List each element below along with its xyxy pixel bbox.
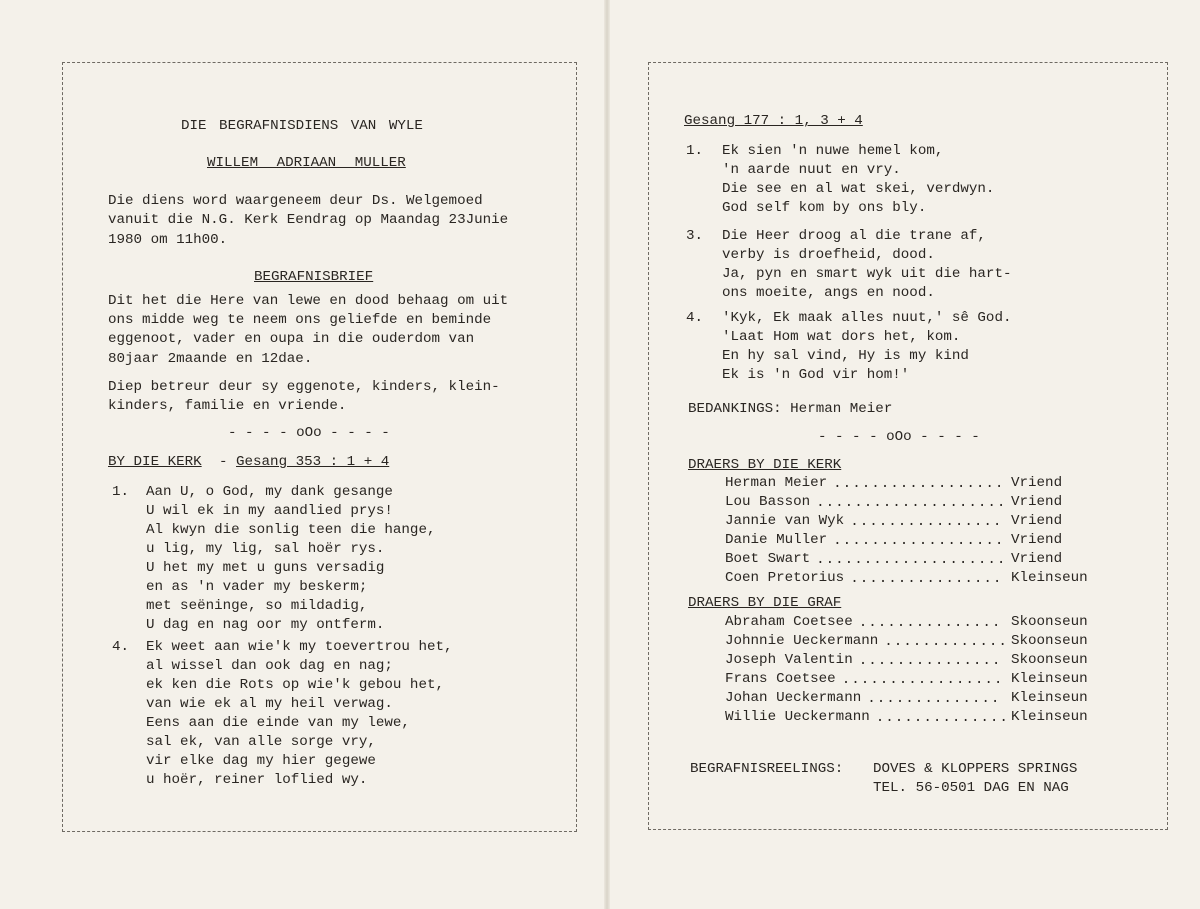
undertaker-name: DOVES & KLOPPERS SPRINGS [873, 761, 1078, 777]
bearer-role: Kleinseun [1011, 690, 1088, 706]
stanza-line: Ek sien 'n nuwe hemel kom, [722, 143, 944, 159]
leader-dots: .............. [875, 710, 1009, 726]
stanza-line: U het my met u guns versadig [146, 560, 385, 576]
thanks-line: BEDANKINGS: Herman Meier [688, 401, 893, 417]
leader-dots: .................. [833, 476, 1005, 492]
mourners-line: kinders, familie en vriende. [108, 398, 347, 414]
undertaker-phone: TEL. 56-0501 DAG EN NAG [873, 780, 1069, 796]
stanza-line: 'n aarde nuut en vry. [722, 162, 901, 178]
brief-line: Dit het die Here van lewe en dood behaag om uit [108, 293, 509, 309]
bearer-role: Kleinseun [1011, 671, 1088, 687]
intro-line: vanuit die N.G. Kerk Eendrag op Maandag 23Junie [108, 212, 509, 228]
stanza-line: ek ken die Rots op wie'k gebou het, [146, 677, 444, 693]
leader-dots: .................... [816, 495, 1007, 511]
stanza-line: En hy sal vind, Hy is my kind [722, 348, 969, 364]
bearer-role: Vriend [1011, 551, 1063, 567]
stanza-line: sal ek, van alle sorge vry, [146, 734, 376, 750]
grave-bearers-heading: DRAERS BY DIE GRAF [688, 595, 842, 611]
service-title: DIE BEGRAFNISDIENS VAN WYLE [181, 118, 423, 134]
leader-dots: .................... [816, 552, 1007, 568]
stanza-line: Die see en al wat skei, verdwyn. [722, 181, 995, 197]
leader-dots: .................. [833, 533, 1005, 549]
bearer-role: Skoonseun [1011, 614, 1088, 630]
bearer-role: Kleinseun [1011, 570, 1088, 586]
bearer-role: Skoonseun [1011, 633, 1088, 649]
leader-dots: ................. [841, 672, 1004, 688]
stanza-line: met seëninge, so mildadig, [146, 598, 368, 614]
bearer-name: Joseph Valentin [725, 652, 853, 668]
stanza-number: 3. [686, 228, 704, 244]
stanza-line: Die Heer droog al die trane af, [722, 228, 986, 244]
brief-line: ons midde weg te neem ons geliefde en beminde [108, 312, 492, 328]
bearer-name: Danie Muller [725, 532, 828, 548]
bearer-role: Vriend [1011, 494, 1063, 510]
stanza-line: Ja, pyn en smart wyk uit die hart- [722, 266, 1012, 282]
undertaker-label: BEGRAFNISREELINGS: [690, 761, 844, 777]
bearer-role: Vriend [1011, 532, 1063, 548]
stanza-number: 4. [112, 639, 130, 655]
stanza-line: U wil ek in my aandlied prys! [146, 503, 393, 519]
stanza-line: verby is droefheid, dood. [722, 247, 935, 263]
intro-line: 1980 om 11h00. [108, 232, 228, 248]
bearer-name: Abraham Coetsee [725, 614, 853, 630]
brief-line: eggenoot, vader en oupa in die ouderdom van [108, 331, 475, 347]
bearer-name: Coen Pretorius [725, 570, 845, 586]
bearer-name: Johan Ueckermann [725, 690, 862, 706]
stanza-line: al wissel dan ook dag en nag; [146, 658, 393, 674]
stanza-line: van wie ek al my heil verwag. [146, 696, 393, 712]
bearer-name: Frans Coetsee [725, 671, 836, 687]
bearer-name: Johnnie Ueckermann [725, 633, 879, 649]
bearer-name: Jannie van Wyk [725, 513, 845, 529]
stanza-line: Ek is 'n God vir hom!' [722, 367, 910, 383]
stanza-line: God self kom by ons bly. [722, 200, 927, 216]
stanza-line: Ek weet aan wie'k my toevertrou het, [146, 639, 453, 655]
brief-heading: BEGRAFNISBRIEF [254, 269, 374, 285]
stanza-line: 'Laat Hom wat dors het, kom. [722, 329, 961, 345]
stanza-line: en as 'n vader my beskerm; [146, 579, 368, 595]
stanza-line: U dag en nag oor my ontferm. [146, 617, 385, 633]
stanza-line: 'Kyk, Ek maak alles nuut,' sê God. [722, 310, 1012, 326]
page-fold [604, 0, 610, 909]
hymn-heading: Gesang 353 : 1 + 4 [236, 454, 390, 470]
intro-line: Die diens word waargeneem deur Ds. Welgemoed [108, 193, 483, 209]
bearer-name: Herman Meier [725, 475, 828, 491]
stanza-line: u hoër, reiner loflied wy. [146, 772, 368, 788]
deceased-name: WILLEM ADRIAAN MULLER [207, 155, 406, 171]
bearer-name: Boet Swart [725, 551, 811, 567]
stanza-line: u lig, my lig, sal hoër rys. [146, 541, 385, 557]
bearer-role: Skoonseun [1011, 652, 1088, 668]
stanza-line: ons moeite, angs en nood. [722, 285, 935, 301]
stanza-line: vir elke dag my hier gegewe [146, 753, 376, 769]
heading-dash: - [219, 454, 228, 470]
leader-dots: .............. [867, 691, 1001, 707]
stanza-line: Eens aan die einde van my lewe, [146, 715, 410, 731]
leader-dots: ............. [884, 634, 1008, 650]
church-bearers-heading: DRAERS BY DIE KERK [688, 457, 842, 473]
hymn-heading: Gesang 177 : 1, 3 + 4 [684, 113, 863, 129]
stanza-number: 1. [112, 484, 130, 500]
leader-dots: ................ [850, 571, 1003, 587]
divider: - - - - oOo - - - - [818, 429, 980, 445]
church-heading: BY DIE KERK [108, 454, 202, 470]
brief-line: 80jaar 2maande en 12dae. [108, 351, 313, 367]
stanza-line: Al kwyn die sonlig teen die hange, [146, 522, 436, 538]
bearer-name: Willie Ueckermann [725, 709, 870, 725]
stanza-number: 1. [686, 143, 704, 159]
bearer-role: Kleinseun [1011, 709, 1088, 725]
bearer-role: Vriend [1011, 513, 1063, 529]
stanza-line: Aan U, o God, my dank gesange [146, 484, 393, 500]
mourners-line: Diep betreur deur sy eggenote, kinders, klein- [108, 379, 500, 395]
divider: - - - - oOo - - - - [228, 425, 390, 441]
bearer-name: Lou Basson [725, 494, 811, 510]
leader-dots: ............... [858, 615, 1002, 631]
leader-dots: ................ [850, 514, 1003, 530]
stanza-number: 4. [686, 310, 704, 326]
leader-dots: ............... [858, 653, 1002, 669]
bearer-role: Vriend [1011, 475, 1063, 491]
